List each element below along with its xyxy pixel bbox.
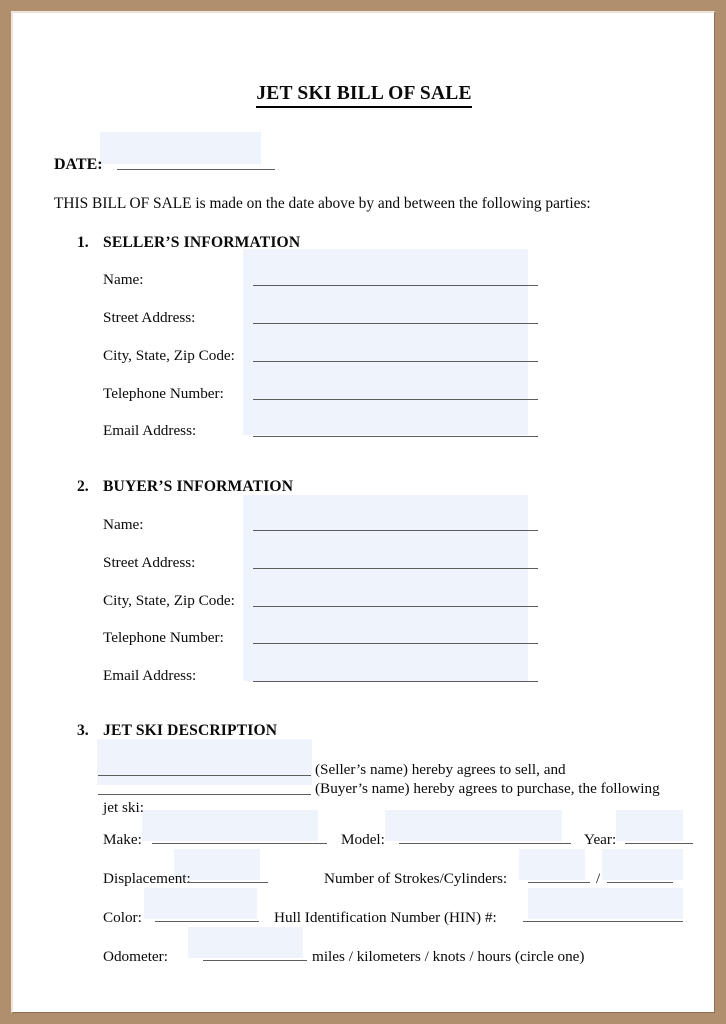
section-2-heading: BUYER’S INFORMATION xyxy=(103,478,294,495)
seller-name-label: Name: xyxy=(103,271,144,288)
hin-rule[interactable] xyxy=(523,921,683,922)
make-label: Make: xyxy=(103,831,142,848)
buyer-fields-highlight xyxy=(243,495,528,681)
model-label: Model: xyxy=(341,831,385,848)
description-seller-suffix: (Seller’s name) hereby agrees to sell, and xyxy=(315,761,566,778)
year-label: Year: xyxy=(584,831,617,848)
cylinders-field-highlight xyxy=(602,849,683,880)
seller-fields-highlight xyxy=(243,249,528,435)
description-buyer-blank-rule[interactable] xyxy=(98,794,311,795)
page-title xyxy=(13,83,715,108)
year-field-highlight xyxy=(616,810,683,841)
cylinders-rule[interactable] xyxy=(607,882,673,883)
buyer-name-rule[interactable] xyxy=(253,530,538,531)
seller-city-rule[interactable] xyxy=(253,361,538,362)
page-title-text: JET SKI BILL OF SALE xyxy=(256,83,471,108)
section-3-heading: JET SKI DESCRIPTION xyxy=(103,722,278,739)
date-input-rule[interactable] xyxy=(117,169,275,170)
strokes-cylinders-label: Number of Strokes/Cylinders: xyxy=(324,870,508,887)
document-page xyxy=(13,13,715,1013)
hin-field-highlight xyxy=(528,888,683,919)
seller-street-rule[interactable] xyxy=(253,323,538,324)
seller-city-label: City, State, Zip Code: xyxy=(103,347,235,364)
section-3-number: 3. xyxy=(77,722,89,739)
buyer-city-label: City, State, Zip Code: xyxy=(103,592,235,609)
seller-street-label: Street Address: xyxy=(103,309,196,326)
seller-phone-label: Telephone Number: xyxy=(103,385,224,402)
buyer-phone-label: Telephone Number: xyxy=(103,629,224,646)
color-label: Color: xyxy=(103,909,142,926)
document-frame-inner xyxy=(11,11,715,1013)
section-1-heading: SELLER’S INFORMATION xyxy=(103,234,301,251)
odometer-field-highlight xyxy=(188,927,303,958)
strokes-field-highlight xyxy=(519,849,585,880)
year-rule[interactable] xyxy=(625,843,693,844)
description-blanks-highlight xyxy=(97,739,312,785)
color-field-highlight xyxy=(144,888,257,919)
model-field-highlight xyxy=(385,810,562,841)
seller-email-rule[interactable] xyxy=(253,436,538,437)
section-2-number: 2. xyxy=(77,478,89,495)
odometer-units-note: miles / kilometers / knots / hours (circle one) xyxy=(312,948,585,965)
model-rule[interactable] xyxy=(399,843,571,844)
intro-paragraph: THIS BILL OF SALE is made on the date above by and between the following parties: xyxy=(54,195,591,212)
section-1-number: 1. xyxy=(77,234,89,251)
color-rule[interactable] xyxy=(155,921,259,922)
buyer-name-label: Name: xyxy=(103,516,144,533)
description-buyer-suffix: (Buyer’s name) hereby agrees to purchase, the following xyxy=(315,780,660,797)
odometer-label: Odometer: xyxy=(103,948,168,965)
buyer-email-rule[interactable] xyxy=(253,681,538,682)
hin-label: Hull Identification Number (HIN) #: xyxy=(274,909,497,926)
date-label: DATE: xyxy=(54,156,103,173)
seller-name-rule[interactable] xyxy=(253,285,538,286)
make-field-highlight xyxy=(142,810,318,841)
description-tail: jet ski: xyxy=(103,799,144,816)
odometer-rule[interactable] xyxy=(203,960,307,961)
strokes-rule[interactable] xyxy=(528,882,590,883)
strokes-cylinders-separator: / xyxy=(596,870,601,887)
seller-email-label: Email Address: xyxy=(103,422,197,439)
description-seller-blank-rule[interactable] xyxy=(98,775,311,776)
buyer-street-rule[interactable] xyxy=(253,568,538,569)
date-field-highlight xyxy=(100,132,261,164)
seller-phone-rule[interactable] xyxy=(253,399,538,400)
buyer-phone-rule[interactable] xyxy=(253,643,538,644)
displacement-rule[interactable] xyxy=(187,882,268,883)
displacement-label: Displacement: xyxy=(103,870,191,887)
make-rule[interactable] xyxy=(152,843,327,844)
buyer-email-label: Email Address: xyxy=(103,667,197,684)
buyer-street-label: Street Address: xyxy=(103,554,196,571)
buyer-city-rule[interactable] xyxy=(253,606,538,607)
